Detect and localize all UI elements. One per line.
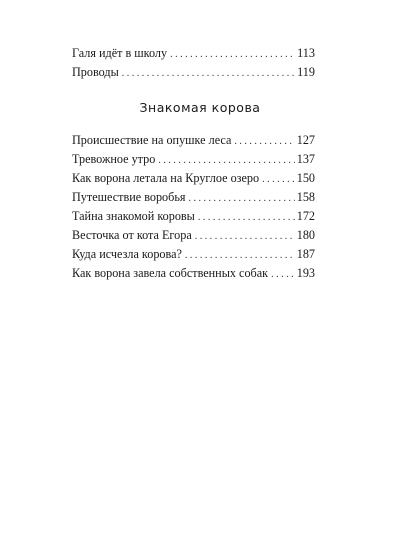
toc-entry (72, 207, 315, 226)
toc-entry-page: 158 (296, 190, 315, 204)
toc-entry (72, 131, 315, 150)
toc-entry-title: Тайна знакомой коровы (72, 209, 195, 223)
toc-entry-title: Куда исчезла корова? (72, 247, 182, 261)
section-heading: Знакомая корова (139, 100, 261, 115)
toc-leader-dots (122, 64, 295, 83)
toc-entry-title: Тревожное утро (72, 152, 156, 166)
toc-entry-page: 172 (296, 209, 315, 223)
toc-entry (72, 226, 315, 245)
toc-entry-title: Проводы (72, 65, 119, 79)
toc-entry-title: Как ворона завела собственных собак (72, 266, 269, 280)
toc-entry (72, 169, 315, 188)
toc-entry-page: 150 (296, 171, 315, 185)
toc-entry (72, 245, 315, 264)
toc-leader-dots (170, 45, 295, 64)
toc-entry-page: 180 (296, 228, 315, 242)
toc-leader-dots (189, 189, 295, 208)
toc-entry-page: 137 (296, 152, 315, 166)
toc-entry-title: Галя идёт в школу (72, 46, 168, 60)
toc-entry (72, 44, 315, 63)
toc-entry-title: Происшествие на опушке леса (72, 133, 232, 147)
toc-entry-page: 127 (296, 133, 315, 147)
toc-leader-dots (185, 246, 295, 265)
toc-list-top (72, 44, 315, 82)
toc-entry-page: 113 (297, 46, 315, 60)
toc-entry (72, 264, 315, 283)
toc-entry (72, 188, 315, 207)
toc-entry-page: 193 (296, 266, 315, 280)
toc-entry-title: Как ворона летала на Круглое озеро (72, 171, 260, 185)
toc-entry (72, 150, 315, 169)
toc-leader-dots (158, 151, 294, 170)
toc-entry-title: Весточка от кота Егора (72, 228, 192, 242)
toc-leader-dots (234, 132, 294, 151)
toc-leader-dots (271, 265, 295, 284)
toc-leader-dots (262, 170, 295, 189)
toc-leader-dots (198, 208, 295, 227)
toc-entry-page: 187 (296, 247, 315, 261)
toc-entry-title: Путешествие воробья (72, 190, 186, 204)
toc-list-section (72, 131, 315, 283)
toc-entry-page: 119 (297, 65, 315, 79)
toc-entry (72, 63, 315, 82)
toc-leader-dots (195, 227, 295, 246)
